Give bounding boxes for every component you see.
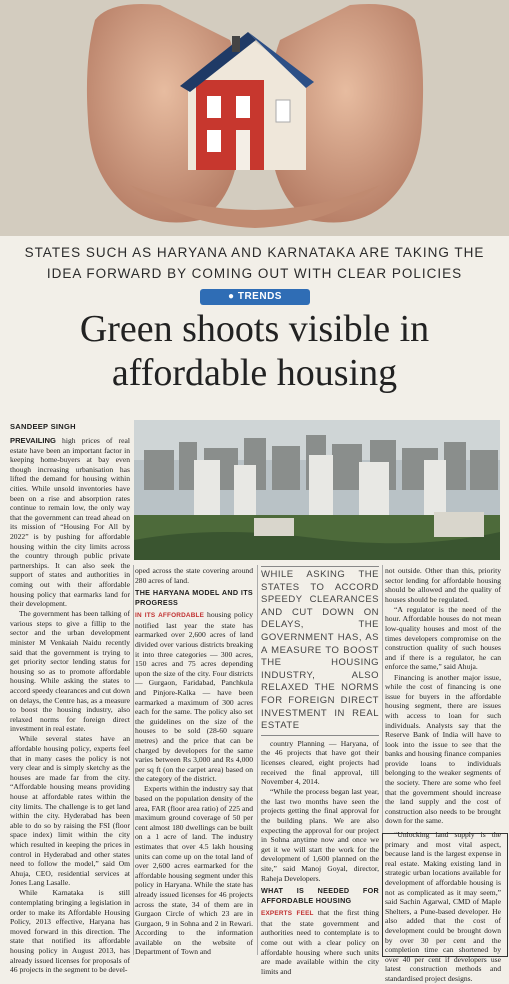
paragraph: The government has been talking of various steps to give a fillip to the sector and the urban development minister M Venkaiah Naidu recently said that the government is trying to get priority sector lending status for housing so as to promote affordable housing. While asking the states to accord speedy clearances and cut down on delays, the Centre has, as a measure to boost the housing industry, also relaxed norms for foreign direct investment in real estate. bbox=[10, 609, 130, 734]
column-divider bbox=[257, 565, 258, 955]
highlighted-paragraph: “Unlocking land supply is the primary and most vital aspect, because land is the largest expense in real estate. Making existing land in strategic urban locations available for development of affordable housing is not as complicated as it may seem,” said Sachin Agarwal, CMD of Maple Shelters, a Pune-based developer. He also added that the cost of development could be brought down by over 30 per cent and the completion time can shortened by over 40 per cent if developers use latest construction methods and standardised project designs. bbox=[385, 830, 501, 983]
paragraph: While several states have an affordable housing policy, experts feel that in many cases the policy is not very clear and is simply sketchy as the houses are made far from the city. “Affordable housing means providing house at affordable rates within the city limits. The challenge is to get land within the city. Hyderabad has been able to do so by raising the FSI (floor space index) limit within the city which resulted in keeping the prices in control in Hyderabad and other states need to follow the model,” said Om Ahuja, CEO, residential services at Jones Lang Lasalle. bbox=[10, 734, 130, 888]
paragraph: “A regulator is the need of the hour. Affordable houses do not mean low-quality houses and most of the times developers compromise on the construction quality of such houses and if there is a regulator, he can enforce the same,” said Ahuja. bbox=[385, 604, 501, 672]
tag-bullet-icon: ● bbox=[228, 291, 238, 302]
pull-quote: WHILE ASKING THE STATES TO ACCORD SPEEDY CLEARANCES AND CUT DOWN ON DELAYS, THE GOVERNMENT HAS, AS A MEASURE TO BOOST THE HOUSING INDUSTRY, ALSO RELAXED THE NORMS FOR FOREIGN DIRECT INVESTMENT IN REAL ESTATE bbox=[261, 566, 379, 736]
headline-line-1: Green shoots visible in bbox=[79, 308, 430, 350]
section-tag bbox=[200, 289, 310, 305]
article-headline bbox=[10, 307, 499, 395]
paragraph: “While the process began last year, the last two months have seen the projects getting the final approval for the building plans. We are also expecting the approval for our project in Sohna anytime now and once we get it we will start the work for the development of 1,600 planned on the site,” said Manoj Goyal, director, Raheja Developers. bbox=[261, 787, 379, 883]
subheading: THE HARYANA MODEL AND ITS PROGRESS bbox=[135, 588, 253, 608]
paragraph: not outside. Other than this, priority sector lending for affordable housing should be allowed and the quality of houses should be regulated. bbox=[385, 566, 501, 604]
lead-in: IN ITS AFFORDABLE bbox=[135, 612, 205, 620]
city-skyline-photo bbox=[134, 420, 500, 560]
highlight-box bbox=[382, 833, 508, 957]
paragraph: housing policy notified last year the state has earmarked over 2,600 acres of land divided over various districts breaking it into three categories — 300 acres, 150 acres and 75 acres depending upon the size of the city. Four districts — Gurgaon, Faridabad, Panchkula and Pinjore-Kalka — have been earmarked a maximum of 300 acres each for the same. The policy also set the guidelines on the size of the houses to be sold (28-60 square metres) and the price that can be charged by developers for the same varies between Rs 3,000 and Rs 4,000 per sq ft (on the carpet area) based on the category of the district. bbox=[135, 610, 253, 784]
paragraph: that the first thing that the state government and authorities need to contemplate is to come out with a clear policy on affordable housing where such units are made available within the city limits and bbox=[261, 908, 379, 976]
article-column-2 bbox=[135, 566, 253, 957]
headline-line-2: affordable housing bbox=[111, 352, 398, 394]
article-column-3 bbox=[261, 566, 379, 976]
subheading: WHAT IS NEEDED FOR AFFORDABLE HOUSING bbox=[261, 886, 379, 906]
byline: SANDEEP SINGH bbox=[10, 422, 76, 431]
hero-photo bbox=[0, 0, 509, 236]
paragraph: oped across the state covering around 280 acres of land. bbox=[135, 566, 253, 585]
paragraph: country Planning — Haryana, of the 46 projects that have got their licenses cleared, eight projects had received the final approval, till November 4, 2014. bbox=[261, 738, 379, 787]
lead-in: EXPERTS FEEL bbox=[261, 910, 314, 918]
column-divider bbox=[133, 565, 134, 955]
article-deck: STATES SUCH AS HARYANA AND KARNATAKA ARE TAKING THE IDEA FORWARD BY COMING OUT WITH CLEAR POLICIES bbox=[24, 245, 485, 281]
paragraph: While Karnataka is still contemplating bringing a legislation in order to make its Affordable Housing Policy, 2013 effective, Haryana has moved forward in this direction. The state that notified its affordable housing policy in August 2013, has already issued licenses for proposals of 46 projects in the segment to be devel- bbox=[10, 888, 130, 975]
paragraph: Experts within the industry say that based on the population density of the area, FAR (floor area ratio) of 225 and maximum ground coverage of 50 per cent almost 180 dwellings can be built on a 1 acre of land. The industry estimates that over 4.5 lakh housing units can come up on the total land of over 2,600 acres earmarked for the affordable housing segment under this policy in Haryana. While the state has already issued licenses for 46 projects across the state, 34 of them are in Gurgaon Circle of which 23 are in Gurgaon, 9 in Sohna and 2 in Rewari. According to the information available on the website of Department of Town and bbox=[135, 784, 253, 957]
tag-label: TRENDS bbox=[237, 291, 282, 302]
article-column-1 bbox=[10, 436, 130, 975]
lead-word: PREVAILING bbox=[10, 436, 56, 445]
paragraph: high prices of real estate have been an important factor in keeping home-buyers at bay even though increasing urbanisation has lifted the demand for housing within cities. While unsold inventories have been on a rise and absorption rates continue to remain low, the only way that the government can tread ahead on its mission of “Housing For All by 2022” is by pushing for affordable housing within the city limits across the country through public private partnerships. It can also seek the support of states and authorities in coming out with their affordable housing policy that earmarks land for their development. bbox=[10, 436, 130, 609]
paragraph: Financing is another major issue, while the cost of financing is one issue for buyers in the affordable housing segment, there are issues with access to loan for such individuals. Analysts say that the Reserve Bank of India will have to look into the issue to see that the banks and housing finance companies provide loans to individuals belonging to the weaker segments of the society. There are some who feel that the government should increase the land supply and the cost of construction also needs to be brought down for the same. bbox=[385, 672, 501, 826]
